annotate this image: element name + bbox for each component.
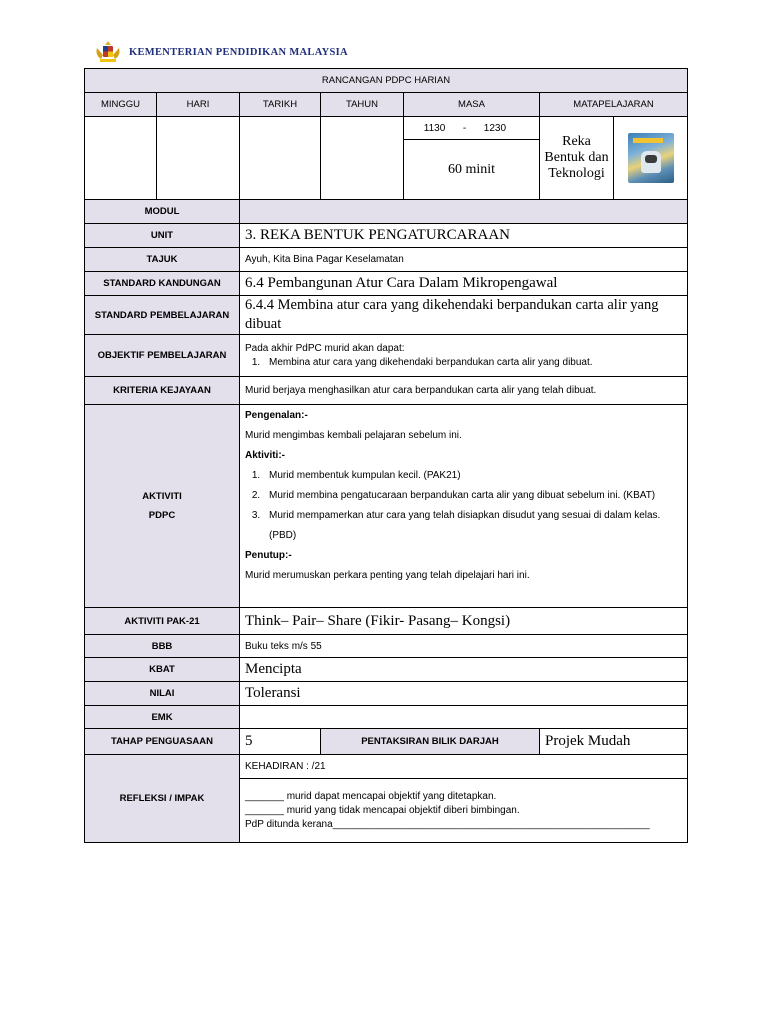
nilai-label: NILAI (85, 682, 240, 706)
modul-value[interactable] (240, 200, 688, 224)
tahap-label: TAHAP PENGUASAAN (85, 729, 240, 755)
emk-label: EMK (85, 706, 240, 729)
emk-value[interactable] (240, 706, 688, 729)
aktiviti-item: 2. Murid membina pengatucaraan berpandukan carta alir yang dibuat sebelum ini. (KBAT) (263, 486, 682, 506)
aktiviti-item: 1. Murid membentuk kumpulan kecil. (PAK21) (263, 466, 682, 486)
minggu-cell[interactable] (85, 117, 157, 200)
penutup-heading: Penutup:- (245, 550, 292, 561)
column-header-matapelajaran: MATAPELAJARAN (540, 93, 688, 117)
column-header-hari: HARI (157, 93, 240, 117)
pak21-value: Think– Pair– Share (Fikir- Pasang– Kongsi) (240, 608, 688, 635)
kehadiran-value: KEHADIRAN : /21 (240, 755, 688, 779)
masa-duration: 60 minit (404, 140, 540, 200)
page-header (93, 38, 348, 66)
pengenalan-text: Murid mengimbas kembali pelajaran sebelum ini. (245, 430, 462, 441)
aktiviti-heading: Aktiviti:- (245, 450, 285, 461)
aktiviti-content (240, 405, 688, 608)
modul-label: MODUL (85, 200, 240, 224)
column-header-tarikh: TARIKH (240, 93, 321, 117)
objektif-intro: Pada akhir PdPC murid akan dapat: (245, 342, 405, 354)
hari-cell[interactable] (157, 117, 240, 200)
kbat-label: KBAT (85, 658, 240, 682)
masa-time-cell[interactable] (404, 117, 540, 140)
masa-start: 1130 (423, 122, 446, 134)
kbat-value: Mencipta (240, 658, 688, 682)
refleksi-line: _______ murid yang tidak mencapai objektif diberi bimbingan. (245, 804, 520, 816)
tahap-value: 5 (240, 729, 321, 755)
kriteria-label: KRITERIA KEJAYAAN (85, 377, 240, 405)
tarikh-cell[interactable] (240, 117, 321, 200)
refleksi-line: PdP ditunda kerana_________________________________________________________ (245, 818, 650, 830)
masa-separator: - (462, 122, 467, 134)
bbb-label: BBB (85, 635, 240, 658)
lesson-plan-table (84, 68, 687, 843)
standard-kandungan-label: STANDARD KANDUNGAN (85, 272, 240, 296)
masa-end: 1230 (483, 122, 507, 134)
textbook-cover-image (628, 133, 674, 183)
tahun-cell[interactable] (321, 117, 404, 200)
objektif-value (240, 335, 688, 377)
aktiviti-label-line1: AKTIVITI (142, 491, 182, 502)
column-header-masa: MASA (404, 93, 540, 117)
refleksi-label: REFLEKSI / IMPAK (85, 755, 240, 843)
unit-value: 3. REKA BENTUK PENGATURCARAAN (240, 224, 688, 248)
kriteria-value: Murid berjaya menghasilkan atur cara berpandukan carta alir yang telah dibuat. (240, 377, 688, 405)
malaysia-crest-icon (93, 39, 123, 65)
standard-pembelajaran-value: 6.4.4 Membina atur cara yang dikehendaki berpandukan carta alir yang dibuat (240, 296, 688, 335)
nilai-value: Toleransi (240, 682, 688, 706)
objektif-item: 1. Membina atur cara yang dikehendaki berpandukan carta alir yang dibuat. (263, 356, 682, 370)
table-title: RANCANGAN PDPC HARIAN (85, 69, 688, 93)
aktiviti-item: 3. Murid mempamerkan atur cara yang telah disiapkan disudut yang sesuai di dalam kelas. (PBD) (263, 506, 682, 546)
refleksi-line: _______ murid dapat mencapai objektif yang ditetapkan. (245, 790, 497, 802)
pentaksiran-value: Projek Mudah (540, 729, 688, 755)
aktiviti-label-line2: PDPC (148, 510, 176, 521)
matapelajaran-cell: Reka Bentuk dan Teknologi (540, 117, 614, 200)
pengenalan-heading: Pengenalan:- (245, 410, 308, 421)
penutup-text: Murid merumuskan perkara penting yang telah dipelajari hari ini. (245, 570, 530, 581)
aktiviti-label (85, 405, 240, 608)
unit-label: UNIT (85, 224, 240, 248)
tajuk-value: Ayuh, Kita Bina Pagar Keselamatan (240, 248, 688, 272)
bbb-value: Buku teks m/s 55 (240, 635, 688, 658)
column-header-minggu: MINGGU (85, 93, 157, 117)
textbook-cover-cell (614, 117, 688, 200)
ministry-name: KEMENTERIAN PENDIDIKAN MALAYSIA (129, 46, 348, 58)
objektif-label: OBJEKTIF PEMBELAJARAN (85, 335, 240, 377)
standard-kandungan-value: 6.4 Pembangunan Atur Cara Dalam Mikropengawal (240, 272, 688, 296)
standard-pembelajaran-label: STANDARD PEMBELAJARAN (85, 296, 240, 335)
refleksi-content (240, 779, 688, 843)
tajuk-label: TAJUK (85, 248, 240, 272)
pentaksiran-label: PENTAKSIRAN BILIK DARJAH (321, 729, 540, 755)
pak21-label: AKTIVITI PAK-21 (85, 608, 240, 635)
column-header-tahun: TAHUN (321, 93, 404, 117)
